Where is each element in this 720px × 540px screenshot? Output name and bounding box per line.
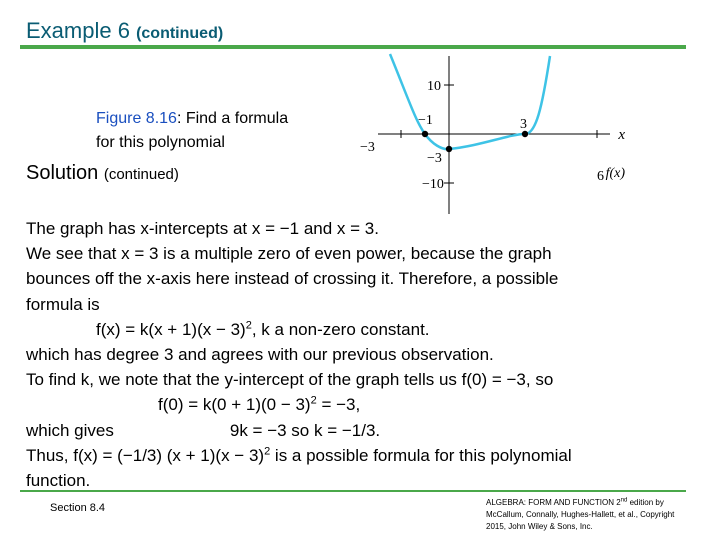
final-formula-rest: is a possible formula for this polynomial <box>270 445 572 465</box>
body-line-2: We see that x = 3 is a multiple zero of even power, because the graph <box>26 244 552 264</box>
figure-caption-line2: for this polynomial <box>96 134 225 151</box>
final-formula-line <box>26 443 686 468</box>
which-gives-text: which gives <box>26 420 114 440</box>
final-formula-exponent: 2 <box>264 445 271 458</box>
evaluation-exponent: 2 <box>310 394 317 407</box>
evaluation-rest: = −3, <box>316 395 361 415</box>
body-line-7: To find k, we note that the y-intercept of the graph tells us f(0) = −3, so <box>26 370 554 390</box>
formula-exponent: 2 <box>245 319 252 332</box>
body-line-4: formula is <box>26 294 100 314</box>
y-label-neg10: −10 <box>422 177 444 192</box>
formula-line <box>26 317 686 342</box>
top-divider <box>20 45 686 49</box>
title-main: Example 6 <box>26 18 130 43</box>
title-sub: (continued) <box>136 25 224 42</box>
y-label-neg3: −3 <box>427 151 442 166</box>
solution-sub: (continued) <box>103 166 179 183</box>
solution-heading <box>26 162 179 185</box>
footer-section: Section 8.4 <box>50 502 106 514</box>
footer-credit-b: edition by McCallum, Connally, Hughes-Hallett, et al., Copyright 2015, John Wiley & Sons, Inc. <box>486 498 675 531</box>
y-intercept-point <box>446 146 452 152</box>
y-label-10: 10 <box>427 79 441 94</box>
footer-credit-a: ALGEBRA: FORM AND FUNCTION 2 <box>486 498 621 507</box>
solve-k-text: 9k = −3 so k = −1/3. <box>229 420 381 440</box>
bottom-divider <box>20 490 686 492</box>
x-label-6: 6 <box>597 169 604 184</box>
evaluation-line <box>26 392 686 417</box>
x-label-3: 3 <box>520 117 527 132</box>
figure-label: Figure 8.16 <box>96 110 177 127</box>
x-axis-label: x <box>618 127 625 143</box>
footer-credit <box>486 497 686 533</box>
body-line-6: which has degree 3 and agrees with our previous observation. <box>26 345 494 365</box>
y-axis-label: f(x) <box>605 166 625 181</box>
solution-body <box>26 216 686 493</box>
x-label-neg1: −1 <box>418 113 433 128</box>
body-line-11: function. <box>26 471 91 491</box>
body-line-1: The graph has x-intercepts at x = −1 and x = 3. <box>26 219 379 238</box>
x-label-neg3: −3 <box>360 140 375 155</box>
figure-caption <box>96 107 288 155</box>
evaluation-main: f(0) = k(0 + 1)(0 − 3) <box>158 395 311 415</box>
polynomial-graph <box>360 52 625 217</box>
footer-credit-sup: nd <box>620 497 628 504</box>
final-formula-main: Thus, f(x) = (−1/3) (x + 1)(x − 3) <box>26 445 265 465</box>
figure-caption-rest: : Find a formula <box>176 110 289 127</box>
solution-label: Solution <box>26 162 99 184</box>
body-line-9 <box>26 418 686 443</box>
formula-main: f(x) = k(x + 1)(x − 3) <box>96 319 246 339</box>
body-line-3: bounces off the x-axis here instead of crossing it. Therefore, a possible <box>26 269 559 289</box>
slide-title <box>26 18 223 44</box>
x-intercept-neg1 <box>422 131 428 137</box>
formula-rest: , k a non-zero constant. <box>251 319 430 339</box>
